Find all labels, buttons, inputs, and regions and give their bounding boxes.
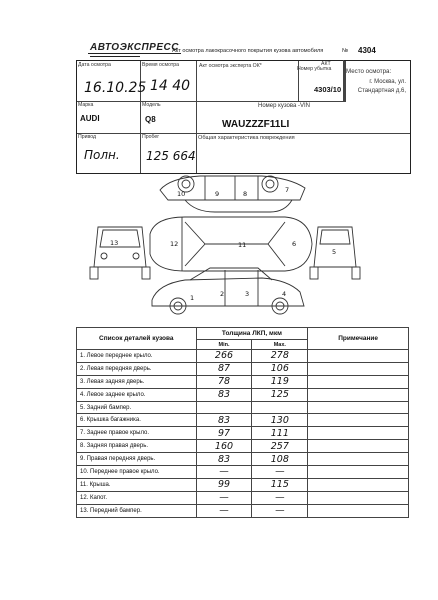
part-name: 9. Правая передняя дверь.: [77, 453, 197, 466]
thickness-max: 106: [252, 362, 308, 375]
place-value: г. Москва, ул. Стандартная д.6,: [357, 79, 406, 94]
note-cell: [308, 388, 409, 401]
drive-value: Полн.: [84, 148, 120, 162]
zone-label-7: 7: [285, 186, 290, 194]
note-cell: [308, 466, 409, 479]
table-header-row: [77, 328, 409, 340]
thickness-min: 83: [196, 414, 252, 427]
model-label: Модель: [142, 102, 161, 108]
thickness-max: 108: [252, 453, 308, 466]
part-name: 7. Заднее правое крыло.: [77, 427, 197, 440]
zone-label-13: 13: [110, 239, 119, 247]
part-name: 4. Левое заднее крыло.: [77, 388, 197, 401]
note-cell: [308, 375, 409, 388]
time-label: Время осмотра: [142, 62, 180, 68]
header-min: Min.: [196, 340, 252, 350]
logo-underline: [90, 56, 140, 57]
part-name: 13. Передний бампер.: [77, 504, 197, 517]
zone-label-8: 8: [243, 190, 248, 198]
thickness-max: 111: [252, 427, 308, 440]
part-name: 6. Крышка багажника.: [77, 414, 197, 427]
part-name: 8. Задняя правая дверь.: [77, 440, 197, 453]
mileage-label: Пробег: [142, 134, 160, 140]
note-cell: [308, 440, 409, 453]
thickness-max: —: [252, 504, 308, 517]
table-row: [77, 504, 409, 517]
part-name: 5. Задний бампер.: [77, 401, 197, 414]
zone-label-2: 2: [220, 290, 225, 298]
company-logo: АВТОЭКСПРЕСС: [90, 42, 179, 53]
table-row: [77, 453, 409, 466]
thickness-max: 130: [252, 414, 308, 427]
parts-table: [76, 327, 409, 518]
part-name: 3. Левая задняя дверь.: [77, 375, 197, 388]
header-parts: Список деталей кузова: [77, 328, 197, 350]
document-number-prefix: №: [342, 48, 349, 54]
mileage-value: 125 664: [146, 149, 196, 163]
note-cell: [308, 414, 409, 427]
inspector-label: Акт осмотра эксперта ОК*: [199, 63, 262, 69]
note-cell: [308, 478, 409, 491]
part-name: 2. Левая передняя дверь.: [77, 362, 197, 375]
place-divider: [343, 60, 344, 101]
table-row: [77, 466, 409, 479]
note-cell: [308, 401, 409, 414]
car-body-diagram: [0, 172, 438, 332]
note-cell: [308, 350, 409, 363]
note-cell: [308, 504, 409, 517]
zone-label-3: 3: [245, 290, 250, 298]
thickness-max: 257: [252, 440, 308, 453]
drive-label: Привод: [78, 134, 97, 140]
zone-label-4: 4: [282, 290, 287, 298]
thickness-max: 115: [252, 478, 308, 491]
thickness-min: 266: [196, 350, 252, 363]
date-value: 16.10.25: [84, 80, 147, 96]
loss-label: Номер убытка: [297, 66, 332, 72]
act-label: АКТ: [321, 61, 331, 67]
thickness-max: [252, 401, 308, 414]
table-row: [77, 375, 409, 388]
note-cell: [308, 362, 409, 375]
brand-value: AUDI: [80, 114, 100, 123]
header-note: Примечание: [308, 328, 409, 350]
vin-label: Номер кузова -VIN: [258, 103, 310, 109]
zone-label-5: 5: [332, 248, 337, 256]
zone-label-9: 9: [215, 190, 220, 198]
thickness-min: —: [196, 504, 252, 517]
table-row: [77, 350, 409, 363]
car-front-view: [90, 227, 150, 279]
table-row: [77, 427, 409, 440]
date-label: Дата осмотра: [78, 62, 111, 68]
part-name: 11. Крыша.: [77, 478, 197, 491]
thickness-min: 83: [196, 388, 252, 401]
table-row: [77, 388, 409, 401]
damage-label: Общая характеристика повреждения: [198, 135, 295, 141]
thickness-max: —: [252, 491, 308, 504]
thickness-min: 83: [196, 453, 252, 466]
model-value: Q8: [145, 115, 156, 124]
thickness-min: [196, 401, 252, 414]
note-cell: [308, 491, 409, 504]
header-max: Max.: [252, 340, 308, 350]
place-label: Место осмотра:: [346, 68, 392, 75]
thickness-min: 99: [196, 478, 252, 491]
zone-label-1: 1: [190, 294, 195, 302]
table-row: [77, 478, 409, 491]
thickness-min: 87: [196, 362, 252, 375]
act-value: 4303/10: [314, 85, 342, 94]
part-name: 12. Капот.: [77, 491, 197, 504]
part-name: 10. Переднее правое крыло.: [77, 466, 197, 479]
parts-table-wrap: [76, 327, 409, 518]
document-title: Акт осмотра лакокрасочного покрытия кузова автомобиля: [172, 48, 324, 54]
thickness-min: —: [196, 466, 252, 479]
thickness-min: 160: [196, 440, 252, 453]
thickness-max: 119: [252, 375, 308, 388]
thickness-max: —: [252, 466, 308, 479]
table-row: [77, 440, 409, 453]
document-number: 4304: [358, 46, 376, 55]
thickness-min: —: [196, 491, 252, 504]
note-cell: [308, 453, 409, 466]
header-thickness: Толщина ЛКП, мкм: [196, 328, 308, 340]
thickness-max: 278: [252, 350, 308, 363]
zone-label-12: 12: [170, 240, 179, 248]
zone-label-10: 10: [177, 190, 186, 198]
table-row: [77, 362, 409, 375]
part-name: 1. Левое переднее крыло.: [77, 350, 197, 363]
thickness-min: 97: [196, 427, 252, 440]
zone-label-11: 11: [238, 241, 247, 249]
table-row: [77, 414, 409, 427]
note-cell: [308, 427, 409, 440]
table-body: [77, 350, 409, 518]
thickness-min: 78: [196, 375, 252, 388]
time-value: 14 40: [150, 78, 191, 94]
zone-label-6: 6: [292, 240, 297, 248]
thickness-max: 125: [252, 388, 308, 401]
table-row: [77, 491, 409, 504]
brand-label: Марка: [78, 102, 94, 108]
vin-value: WAUZZZF11LI: [222, 119, 290, 130]
table-row: [77, 401, 409, 414]
